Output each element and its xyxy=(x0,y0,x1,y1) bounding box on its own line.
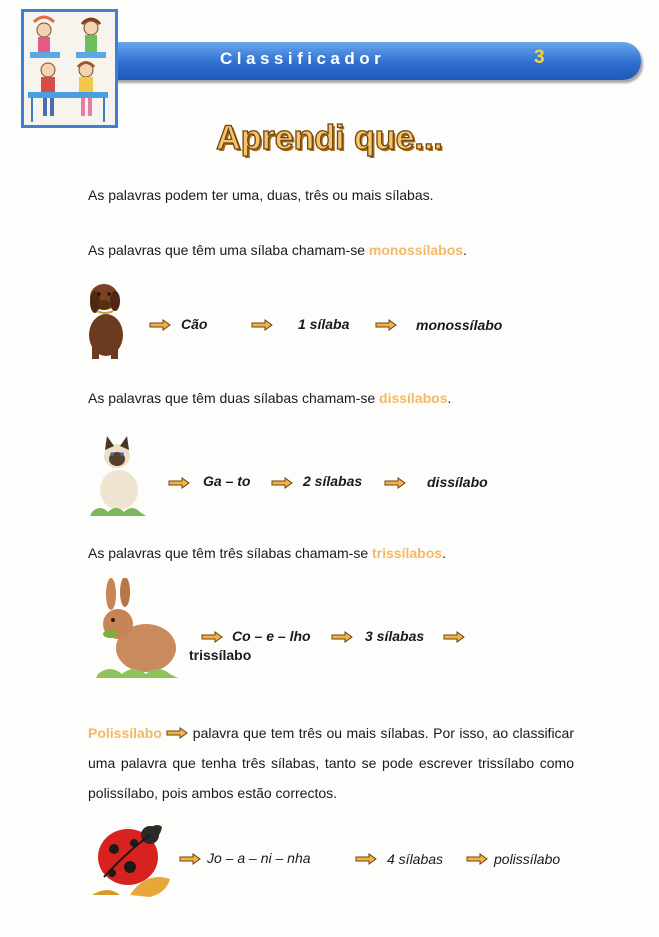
tri-definition-text: As palavras que têm três sílabas chamam-se xyxy=(88,545,373,561)
tri-count: 3 sílabas xyxy=(365,628,425,644)
tri-arrow-2 xyxy=(331,630,353,648)
tri-word: Co – e – lho xyxy=(232,628,311,644)
tri-definition-end: . xyxy=(442,545,446,561)
mono-definition xyxy=(88,242,467,258)
mono-arrow-2 xyxy=(251,318,273,336)
mono-definition-text: As palavras que têm uma sílaba chamam-se xyxy=(88,242,369,258)
mono-term: monossílabos xyxy=(368,242,464,258)
di-result: dissílabo xyxy=(427,474,488,490)
poli-arrow-2 xyxy=(355,852,377,870)
di-arrow-1 xyxy=(168,476,190,494)
tri-definition xyxy=(88,545,446,561)
intro-text: As palavras podem ter uma, duas, três ou mais sílabas. xyxy=(88,187,434,203)
tri-arrow-1 xyxy=(201,630,223,648)
mono-count: 1 sílaba xyxy=(298,316,350,332)
tri-term: trissílabos xyxy=(372,545,443,561)
tri-arrow-3 xyxy=(443,630,465,648)
mono-definition-end: . xyxy=(463,242,467,258)
poli-word: Jo – a – ni – nha xyxy=(207,850,311,866)
mono-arrow-1 xyxy=(149,318,171,336)
di-definition-text: As palavras que têm duas sílabas chamam-se xyxy=(88,390,380,406)
poli-arrow-1 xyxy=(179,852,201,870)
page-heading: Aprendi que... xyxy=(216,119,443,157)
di-arrow-3 xyxy=(384,476,406,494)
poli-result: polissílabo xyxy=(494,851,561,867)
classroom-illustration xyxy=(21,9,118,128)
poli-arrow-icon xyxy=(166,727,188,739)
di-definition xyxy=(88,390,451,406)
mono-result: monossílabo xyxy=(416,317,503,333)
rabbit-image xyxy=(96,578,180,685)
di-word: Ga – to xyxy=(203,473,251,489)
di-definition-end: . xyxy=(447,390,452,406)
poli-definition-text: palavra que tem três ou mais sílabas. Por isso, ao classificar uma palavra que tenha três sílabas, tanto se pode escrever trissílabo como polissílabo, pois ambos estão correctos. xyxy=(88,725,575,801)
di-count: 2 sílabas xyxy=(303,473,363,489)
di-term: dissílabos xyxy=(379,390,448,406)
poli-count: 4 sílabas xyxy=(387,851,444,867)
page-number: 3 xyxy=(534,47,545,68)
poli-definition xyxy=(88,718,574,808)
mono-word: Cão xyxy=(181,316,208,332)
cat-image xyxy=(90,432,148,521)
poli-arrow-3 xyxy=(466,852,488,870)
tri-result: trissílabo xyxy=(189,647,252,663)
dog-image xyxy=(78,277,134,366)
header-title: Classificador xyxy=(220,49,386,68)
mono-arrow-3 xyxy=(375,318,397,336)
poli-term: Polissílabo xyxy=(88,725,162,741)
di-arrow-2 xyxy=(271,476,293,494)
ladybug-image xyxy=(90,815,174,904)
